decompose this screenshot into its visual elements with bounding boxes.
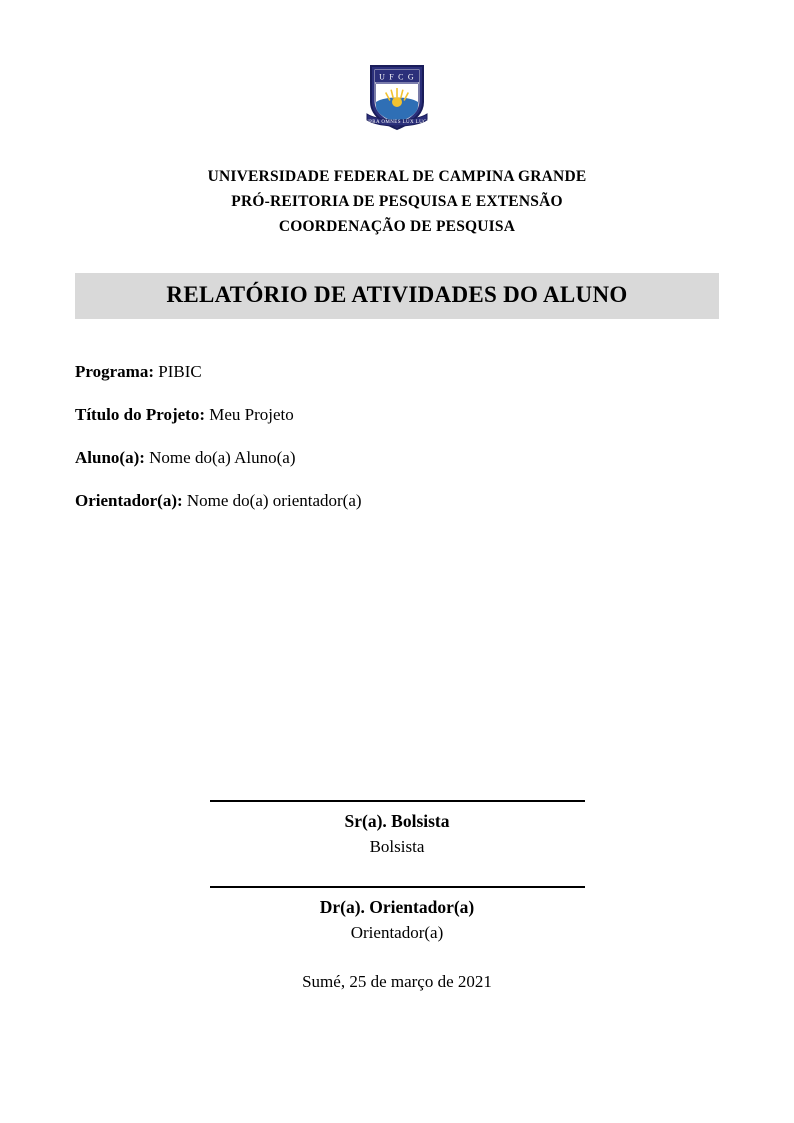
signature-orientador <box>0 886 794 946</box>
field-aluno-value: Nome do(a) Aluno(a) <box>149 448 296 467</box>
signature-line <box>210 886 585 888</box>
org-line-coordenacao: COORDENAÇÃO DE PESQUISA <box>278 218 516 235</box>
field-programa-label: Programa: <box>75 362 154 381</box>
org-line-proreitoria: PRÓ-REITORIA DE PESQUISA E EXTENSÃO <box>231 193 563 210</box>
field-aluno <box>75 447 719 469</box>
org-line-university: UNIVERSIDADE FEDERAL DE CAMPINA GRANDE <box>207 168 587 185</box>
signature-bolsista-role: Bolsista <box>369 837 425 856</box>
signature-line <box>210 800 585 802</box>
signature-bolsista <box>0 800 794 860</box>
logo-motto: SUPRA OMNES LUX LUCIS <box>361 120 433 125</box>
signatures-section <box>0 800 794 992</box>
ufcg-crest-logo <box>357 62 437 150</box>
field-aluno-label: Aluno(a): <box>75 448 145 467</box>
organization-header <box>75 164 719 239</box>
signature-bolsista-name: Sr(a). Bolsista <box>344 811 450 831</box>
fields-section <box>75 361 719 512</box>
document-title: RELATÓRIO DE ATIVIDADES DO ALUNO <box>75 273 719 319</box>
svg-text:U F C G: U F C G <box>379 72 415 82</box>
place-and-date: Sumé, 25 de março de 2021 <box>302 972 492 991</box>
field-orientador <box>75 490 719 512</box>
field-programa <box>75 361 719 383</box>
field-titulo-projeto-value: Meu Projeto <box>209 405 294 424</box>
field-titulo-projeto-label: Título do Projeto: <box>75 405 206 424</box>
signature-orientador-name: Dr(a). Orientador(a) <box>319 897 475 917</box>
field-orientador-label: Orientador(a): <box>75 491 183 510</box>
logo-container <box>75 0 719 150</box>
field-programa-value: PIBIC <box>158 362 202 381</box>
field-titulo-projeto <box>75 404 719 426</box>
field-orientador-value: Nome do(a) orientador(a) <box>186 491 362 510</box>
signature-orientador-role: Orientador(a) <box>350 923 444 942</box>
